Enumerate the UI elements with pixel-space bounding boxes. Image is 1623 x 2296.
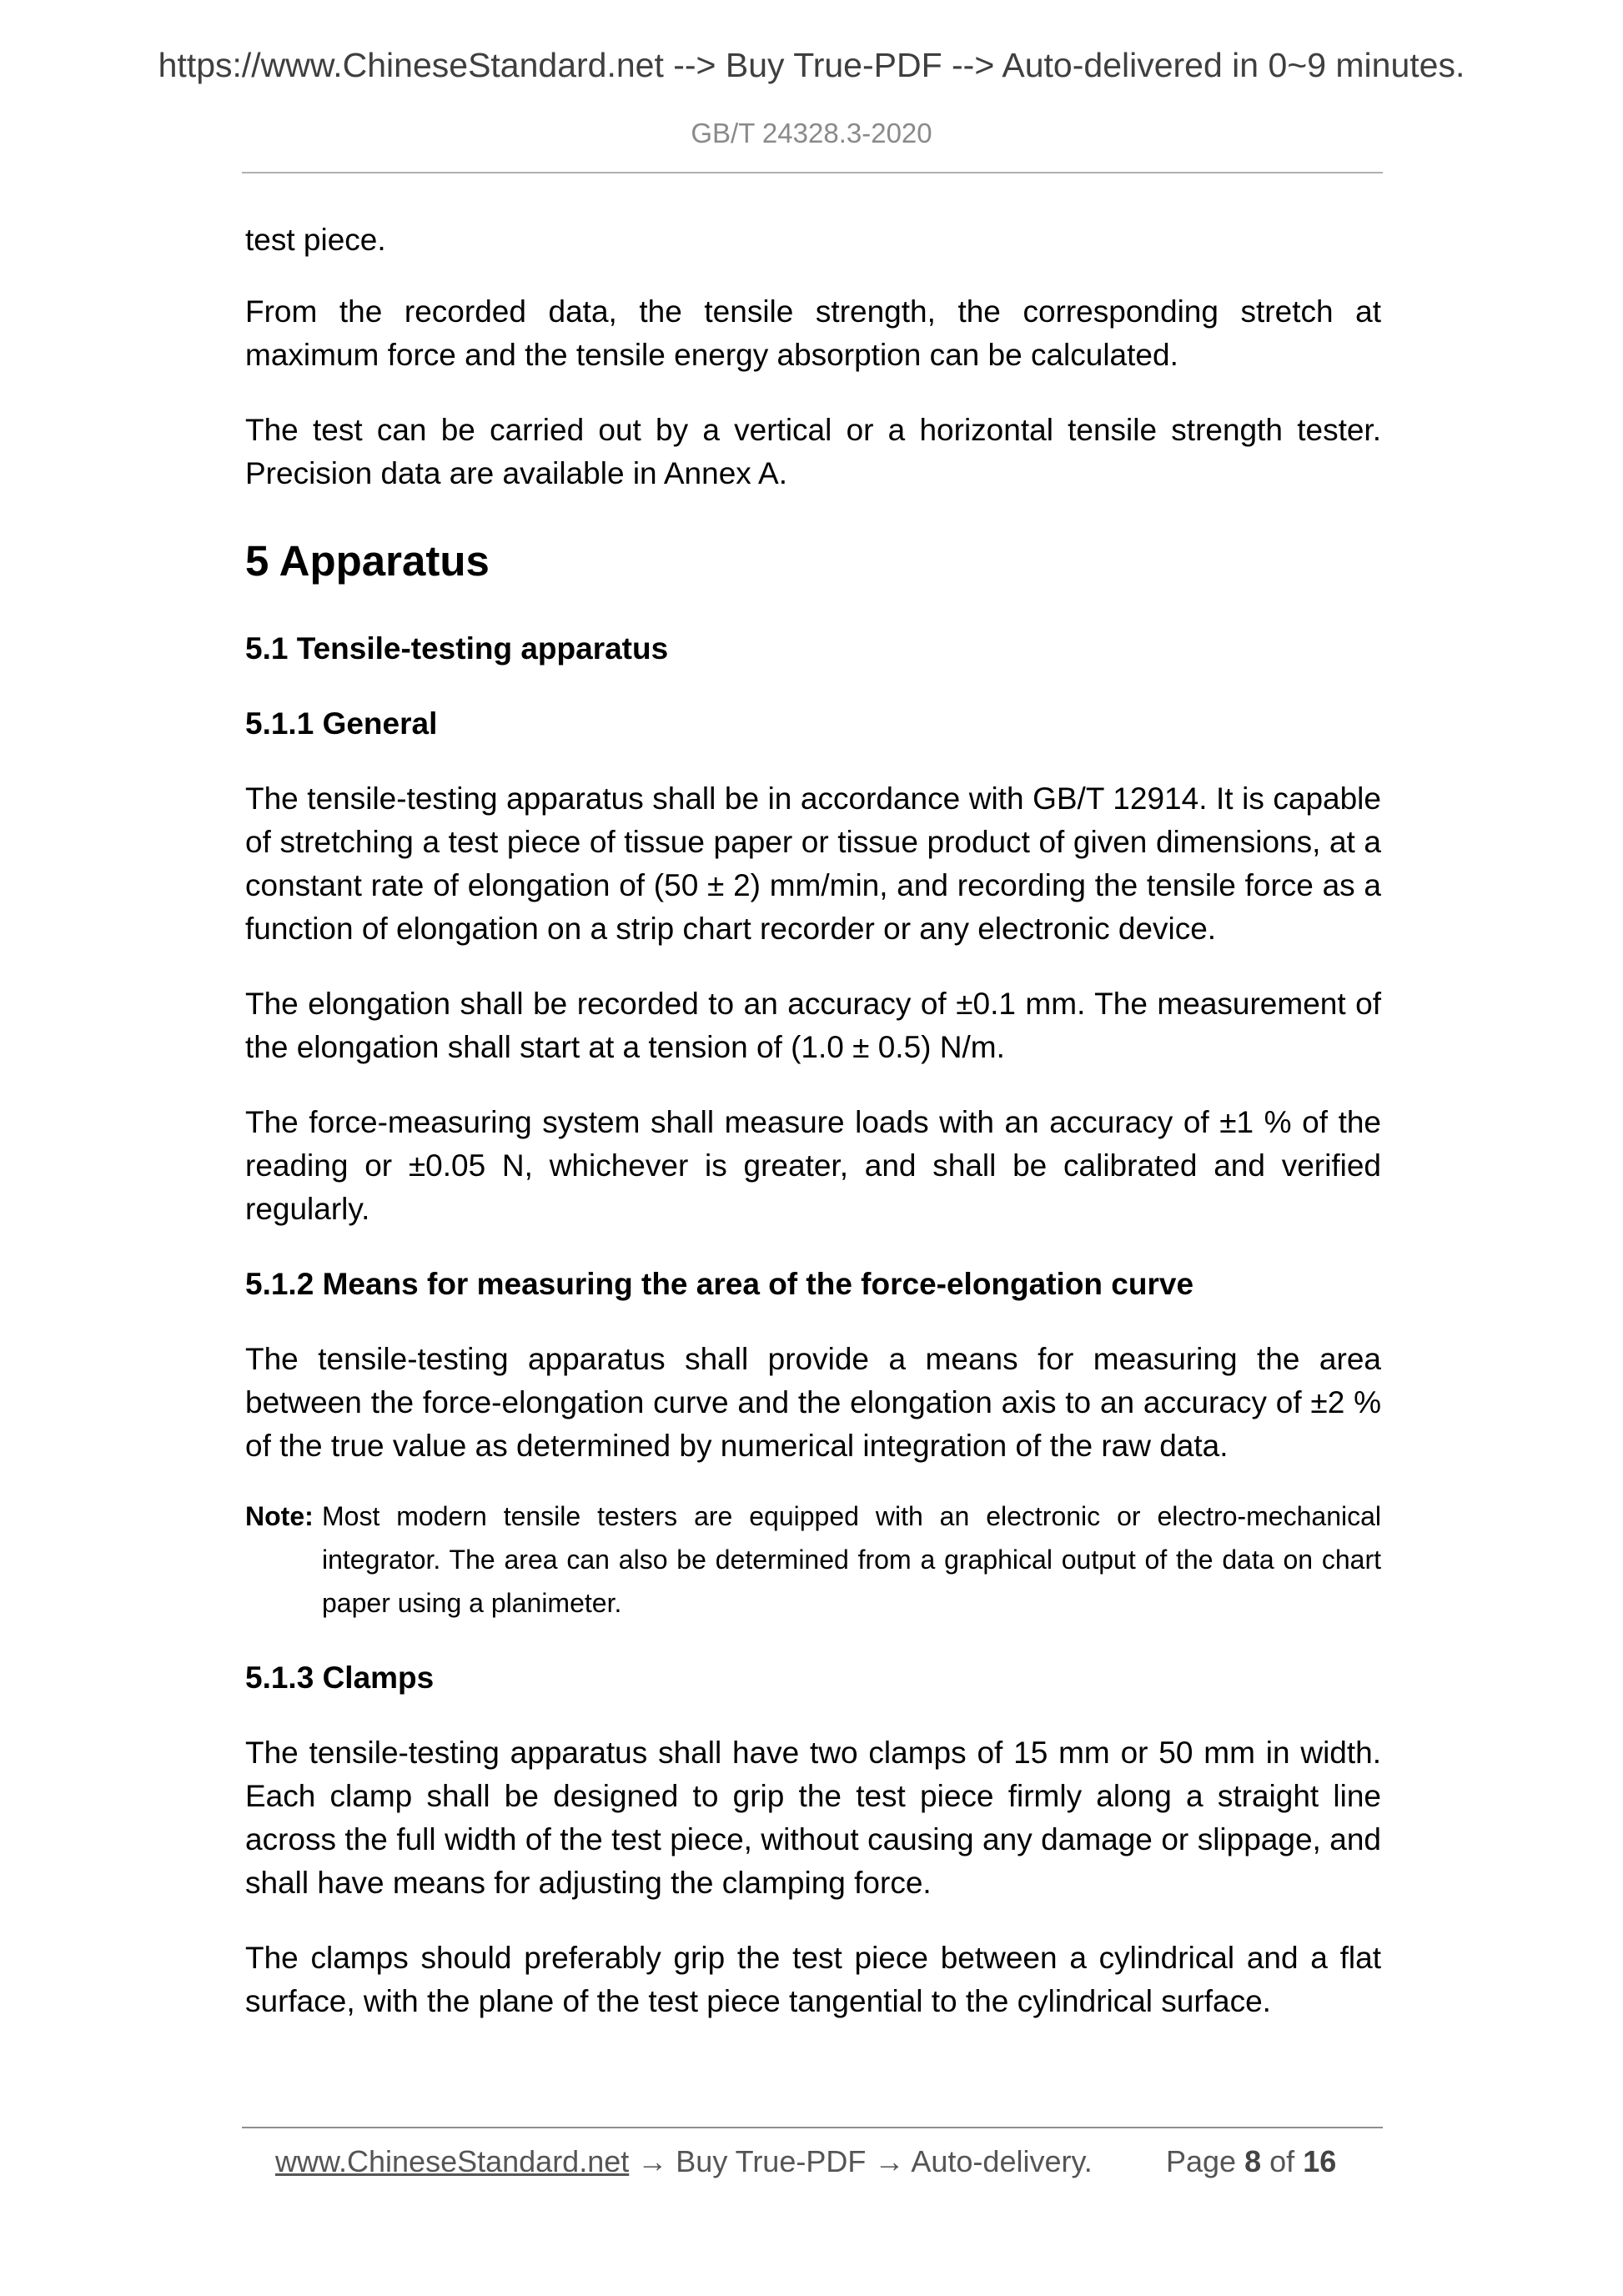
paragraph-general: The tensile-testing apparatus shall be in accordance with GB/T 12914. It is capable of stretching a test piece of tissue paper or tissue product of given dimensions, at a constant rate of elongation of (50 ± 2) mm/min, and recording the tensile force as a function of elongation on a strip chart recorder or any electronic device. [245,781,1381,946]
paragraph-force: The force-measuring system shall measure loads with an accuracy of ±1 % of the reading or ±0.05 N, whichever is greater, and shall be calibrated and verified regularly. [245,1105,1381,1226]
footer-delivery-text: Auto-delivery. [911,2144,1093,2178]
standard-code: GB/T 24328.3-2020 [691,118,932,148]
footer-buy-text: Buy True-PDF [676,2144,867,2178]
subsection-heading-5-1-2: 5.1.2 Means for measuring the area of the force-elongation curve [245,1267,1194,1301]
paragraph-clamps-grip: The clamps should preferably grip the test piece between a cylindrical and a flat surface, with the plane of the test piece tangential to the cylindrical surface. [245,1941,1381,2018]
note [245,1495,1381,1625]
note-label: Note: [245,1501,314,1531]
page-footer [275,2140,1359,2183]
document-body [245,219,1381,2055]
paragraph-elongation: The elongation shall be recorded to an accuracy of ±0.1 mm. The measurement of the elongation shall start at a tension of (1.0 ± 0.5) N/m. [245,987,1381,1064]
header-banner: https://www.ChineseStandard.net --> Buy True-PDF --> Auto-delivered in 0~9 minutes. [158,46,1465,84]
page-total: 16 [1303,2144,1337,2178]
page-current: 8 [1244,2144,1262,2178]
note-text: Most modern tensile testers are equipped with an electronic or electro-mechanical integrator. The area can also be determined from a graphical output of the data on chart paper using a planimeter. [322,1501,1381,1618]
arrow-right-icon: → [637,2144,668,2178]
paragraph-recorded-data: From the recorded data, the tensile strength, the corresponding stretch at maximum force and the tensile energy absorption can be calculated. [245,294,1381,372]
header-divider [242,172,1383,173]
paragraph-test-carried: The test can be carried out by a vertical or a horizontal tensile strength tester. Precision data are available in Annex A. [245,413,1381,490]
subsection-heading-5-1-1: 5.1.1 General [245,706,438,741]
subsection-heading-5-1-3: 5.1.3 Clamps [245,1660,435,1695]
page-indicator [1166,2140,1336,2183]
page-word: Page [1166,2144,1237,2178]
paragraph-area: The tensile-testing apparatus shall provide a means for measuring the area between the force-elongation curve and the elongation axis to an accuracy of ±2 % of the true value as determined by numerical integration of the raw data. [245,1342,1381,1463]
of-word: of [1269,2144,1295,2178]
footer-website-link[interactable]: www.ChineseStandard.net [275,2144,630,2178]
section-heading-apparatus: 5 Apparatus [245,537,490,585]
subsection-heading-5-1: 5.1 Tensile-testing apparatus [245,631,669,666]
paragraph-clamps: The tensile-testing apparatus shall have two clamps of 15 mm or 50 mm in width. Each clamp shall be designed to grip the test piece firmly along a straight line across the full width of the test piece, without causing any damage or slippage, and shall have means for adjusting the clamping force. [245,1736,1381,1900]
arrow-right-icon: → [874,2144,905,2178]
footer-divider [242,2127,1383,2128]
paragraph-test-piece: test piece. [245,223,386,257]
